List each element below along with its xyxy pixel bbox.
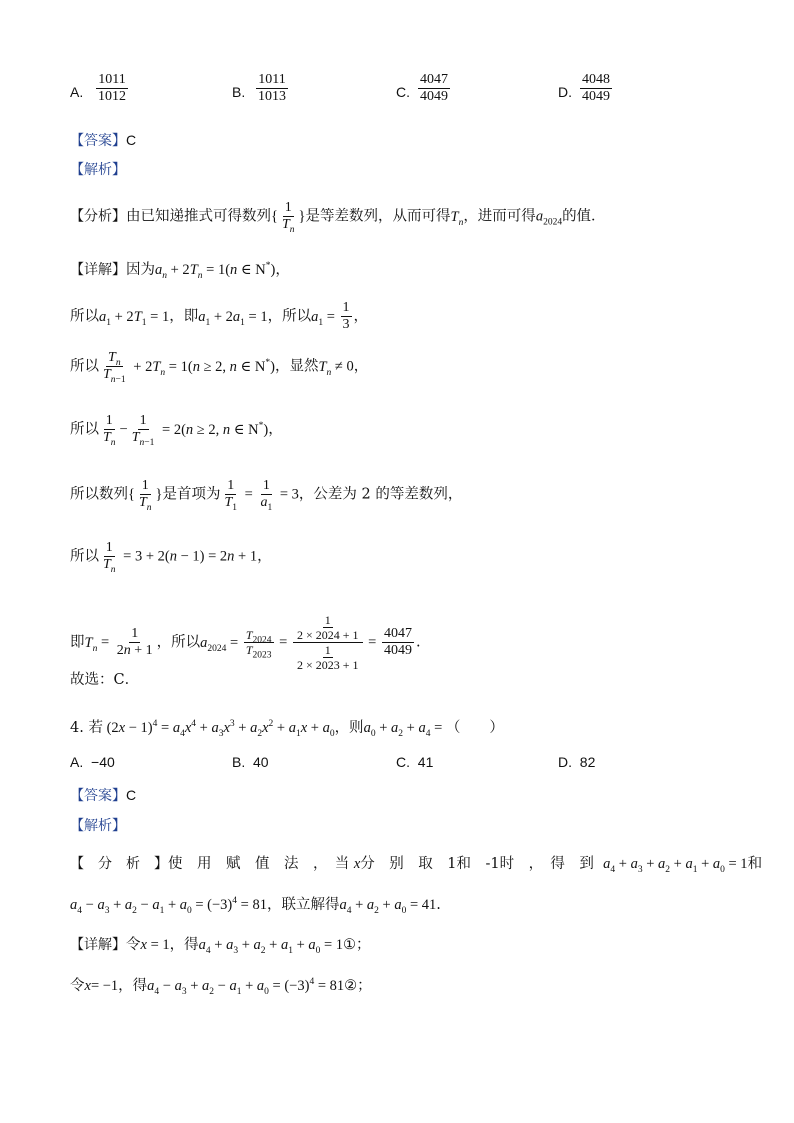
text: ， [353, 308, 369, 325]
text: . [415, 634, 421, 651]
text: ，进而可得 [463, 208, 536, 225]
text: 所以 [70, 308, 99, 325]
xiangjie-label: 【详解】 [70, 262, 126, 278]
q4-choice-a: A. −40 [70, 754, 115, 770]
text: ， [275, 262, 290, 278]
answer-label: 【答案】 [70, 133, 126, 149]
text: 令 [70, 978, 85, 994]
math-frac-compound: $\frac{\frac{1}{2 \times 2024 + 1}}{\frac{1}{2 \times 2023 + 1}}$ [293, 613, 363, 672]
math-frac: $\frac{1}{T_{n-1}}$ [131, 413, 155, 448]
q4-analysis-label [70, 816, 126, 836]
choice-fraction: $\frac{4047}{4049}$ [420, 72, 448, 104]
text: 和 [747, 856, 763, 872]
fenxi-label: 【分析】 [70, 208, 126, 225]
text: 由已知递推式可得数列 [126, 208, 271, 225]
q3-analysis-label [70, 160, 126, 180]
text: 的值． [562, 208, 606, 225]
text: ，得 [169, 937, 199, 953]
analysis-label: 【解析】 [70, 162, 126, 178]
text: ，则 [334, 720, 364, 736]
q4-choices [70, 754, 690, 774]
q3-line-4: 所以 $\frac{1}{T_n}$ − $\frac{1}{T_{n-1}}$ = 2(n ≥ 2, n ∈ N*)， [70, 413, 283, 448]
math-frac: $\frac{1}{2n + 1}$ [116, 626, 153, 658]
choice-fraction: $\frac{4048}{4049}$ [582, 72, 610, 104]
text: ，联立解得 [266, 897, 340, 913]
text: 所以 [70, 548, 99, 565]
text: ，即 [169, 308, 199, 325]
q4-choice-d: D. 82 [558, 754, 596, 770]
q4-fenxi-line-2: $a_4 - a_3 + a_2 - a_1 + a_0 = (-3)^4 = 81$，联立解得$a_4 + a_2 + a_0 = 41$. [70, 896, 441, 916]
math-frac: $\frac{T_n}{T_{n-1}}$ [103, 350, 126, 385]
text: ，得 [118, 978, 148, 994]
math-frac: $\frac{1}{T_n}$ [103, 540, 116, 575]
choice-letter: C. [396, 84, 410, 100]
text: ，所以 [267, 308, 312, 325]
q4-fenxi-line-1: 【 分 析 】使 用 赋 值 法 ， 当 x分 别 取 1和 -1时 ， 得 到 $a_4 + a_3 + a_2 + a_1 + a_0 = 1$和 [70, 856, 763, 875]
text: ，公差为 2 的等差数列， [298, 486, 463, 503]
choice-letter: B. [232, 84, 246, 100]
text: 使 用 赋 值 法 ， 当 [168, 856, 350, 872]
math-frac: $\frac{1}{T_n}$ [138, 478, 152, 513]
math-frac: $\frac{1}{3}$ [342, 300, 350, 332]
xiangjie-label: 【详解】 [70, 937, 126, 953]
math-frac: $\frac{1}{a_1}$ [260, 478, 273, 513]
q3-line-6: 所以 $\frac{1}{T_n}$ = 3 + 2(n − 1) = 2n + 1， [70, 540, 272, 575]
text: ， [257, 548, 272, 565]
text: 所以数列 [70, 486, 128, 503]
analysis-label: 【解析】 [70, 818, 126, 834]
q3-answer [70, 130, 136, 151]
q4-stem: 4. 若 $(2x - 1)^4 = a_4x^4 + a_3x^3 + a_2x^2 + a_1x + a_0$，则$a_0 + a_2 + a_4$ = （ ） [70, 719, 504, 739]
text: 所以 [70, 358, 99, 375]
q3-choices [70, 72, 690, 112]
q4-line-2: 令x= −1，得$a_4 - a_3 + a_2 - a_1 + a_0 = (-3)^4$ = 81②； [70, 977, 372, 997]
q4-choice-c: C. 41 [396, 754, 434, 770]
text: 即 [70, 634, 85, 651]
answer-label: 【答案】 [70, 788, 126, 804]
answer-value: C [126, 132, 137, 148]
text: ， [353, 358, 369, 375]
text: ，显然 [274, 358, 319, 375]
question-number: 4. 若 [70, 720, 103, 736]
q3-line-2: 所以$a_1 + 2T_1 = 1$，即$a_1 + 2a_1 = 1$，所以$a_1$ = $\frac{1}{3}$ ， [70, 300, 369, 332]
text: 是首项为 [162, 486, 221, 503]
q3-line-7: 即$T_n$ = $\frac{1}{2n + 1}$ ，所以$a_{2024}$ = $\frac{T_{2024}}{T_{2023}}$ = $\frac{\frac{1}{2 \times 2024 + 1}}{\frac{1}{2 \times 2023 + 1}}$ = $\frac{4047}{4049}$ . [70, 613, 421, 672]
q4-answer [70, 785, 136, 806]
text: ， [268, 421, 283, 438]
choice-letter: A. [70, 84, 84, 100]
text: ，所以 [156, 634, 201, 651]
q3-line-5: 所以数列{ $\frac{1}{T_n}$ }是首项为 $\frac{1}{T_1}$ = $\frac{1}{a_1}$ = 3，公差为 2 的等差数列， [70, 478, 463, 513]
math-frac: $\frac{T_{2024}}{T_{2023}}$ [245, 628, 272, 661]
math-frac: $\frac{1}{T_n}$ [281, 200, 295, 235]
q4-xiangjie: 【详解】令x = 1，得$a_4 + a_3 + a_2 + a_1 + a_0$ = 1①； [70, 937, 371, 956]
text: 所以 [70, 421, 99, 438]
choice-letter: D. [558, 84, 572, 100]
text: （ ） [445, 720, 504, 736]
q3-conclusion: 故选：C． [70, 672, 140, 688]
math-frac: $\frac{1}{T_1}$ [224, 478, 238, 513]
q3-fenxi: 【分析】由已知递推式可得数列{ $\frac{1}{T_n}$ }是等差数列，从而可得$T_n$，进而可得$a_{2024}$的值． [70, 200, 606, 235]
choice-fraction: $\frac{1011}{1013}$ [258, 72, 286, 104]
text: 分 别 取 1和 -1时 ， 得 到 [360, 856, 594, 872]
q4-choice-b: B. 40 [232, 754, 269, 770]
fenxi-label: 【 分 析 】 [70, 856, 168, 872]
answer-value: C [126, 787, 137, 803]
text: . [436, 897, 441, 913]
q3-xiangjie: 【详解】因为$a_n + 2T_n = 1(n$ ∈ N*)， [70, 261, 290, 281]
choice-fraction: $\frac{1011}{1012}$ [98, 72, 126, 104]
text: 是等差数列，从而可得 [305, 208, 451, 225]
text: 令 [126, 937, 141, 953]
math-frac: $\frac{4047}{4049}$ [383, 626, 412, 658]
q3-line-3: 所以 $\frac{T_n}{T_{n-1}}$ + $2T_n = 1(n \ge 2$, n ∈ N*)，显然$T_n \ne 0$， [70, 350, 369, 385]
math-frac: $\frac{1}{T_n}$ [103, 413, 116, 448]
text: 因为 [126, 262, 155, 278]
